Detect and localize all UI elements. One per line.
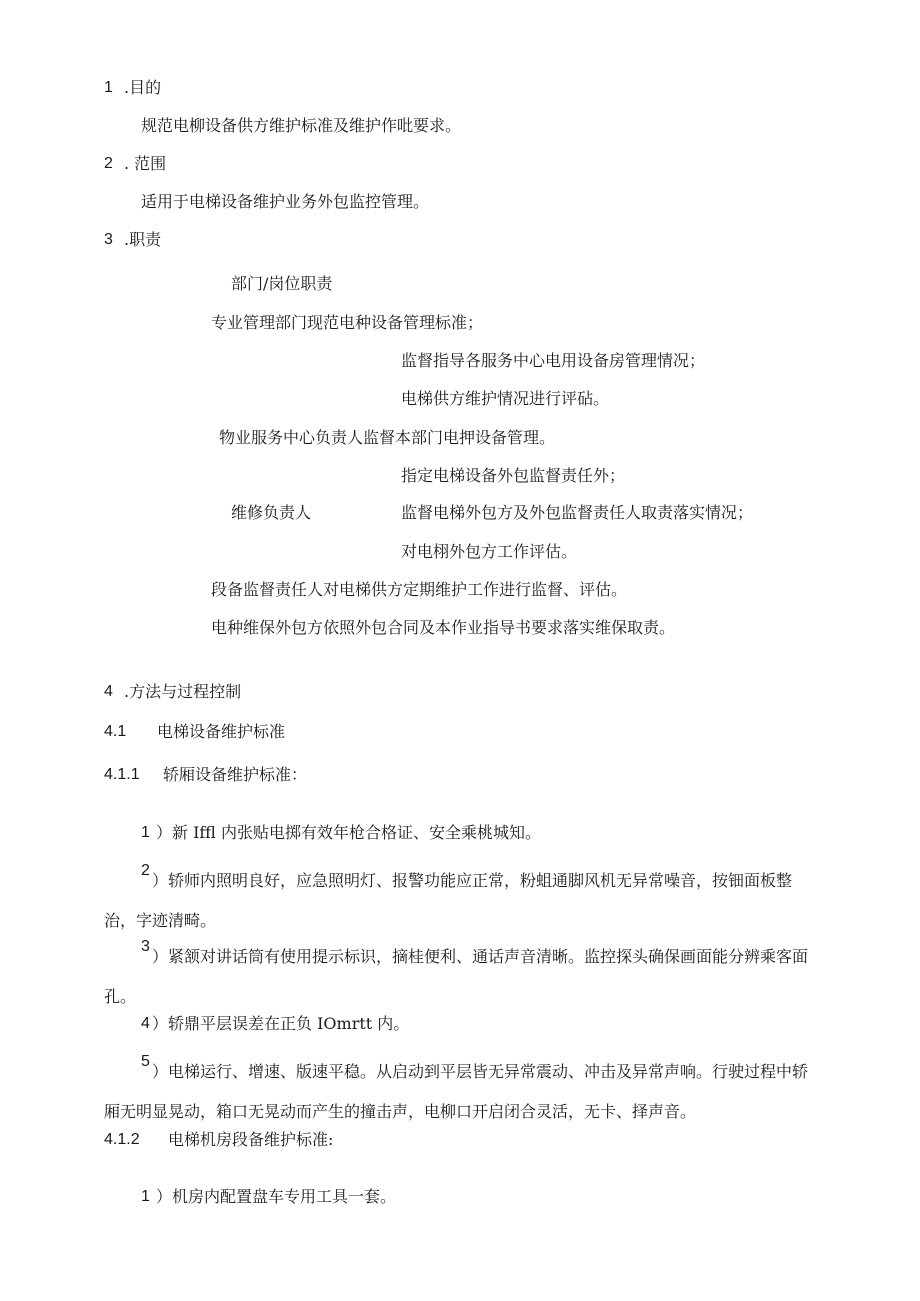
duty-row-1-item: 监督指导各服务中心电用设备房管理情况； [401,351,706,370]
duty-row-3: 段备监督责任人对电梯供方定期维护工作进行监督、评估。 [211,580,628,599]
list-item-number: 4 [141,1015,150,1032]
section-3-number: 3 [104,231,113,248]
section-4-1-number: 4.1 [104,723,127,740]
section-4-1-2-number: 4.1.2 [104,1131,140,1148]
section-1-body: 规范电柳设备供方维护标准及维护作吡要求。 [141,116,462,135]
section-4-1-1-title: 轿厢设备维护标准： [163,765,308,784]
section-2-body: 适用于电梯设备维护业务外包监控管理。 [141,192,430,211]
section-4-number: 4 [104,683,113,700]
section-2-title: . 范围 [124,154,167,173]
duty-row-2: 物业服务中心负责人监督本部门电押设备管理。 [219,428,556,447]
list-item: ）机房内配置盘车专用工具一套。 [156,1187,397,1206]
list-item-number: 5 [141,1053,150,1070]
list-item: ）紧颔对讲话筒有使用提示标识，摘桂便利、通话声音清晰。监控探头确保画面能分辨乘客面孔。 [104,947,809,1006]
list-item-number: 2 [141,862,150,879]
section-4-1-title: 电梯设备维护标准 [157,722,286,741]
section-3-title: .职责 [124,230,162,249]
section-1-title: .目的 [124,78,162,97]
list-item: ）电梯运行、增速、版速平稳。从启动到平层皆无异常震动、冲击及异常声响。行驶过程中轿厢无明显晃动，箱口无晃动而产生的撞击声，电柳口开启闭合灵活，无卡、择声音。 [104,1062,809,1121]
list-item: ）轿鼎平层误差在正负 IOmrtt 内。 [152,1014,410,1033]
section-2-number: 2 [104,155,113,172]
duty-row-1-item: 电梯供方维护情况进行评砧。 [401,389,610,408]
duty-row-2-item: 对电栩外包方工作评估。 [401,542,578,561]
list-item-number: 1 [141,824,150,841]
list-item: ）新 Iffl 内张贴电掷有效年枪合格证、安全乘桃城知。 [156,823,541,842]
section-1-number: 1 [104,79,113,96]
section-4-title: .方法与过程控制 [124,682,242,701]
section-4-1-1-number: 4.1.1 [104,766,140,783]
section-4-1-2-title: 电梯机房段备维护标准: [168,1130,334,1149]
list-item: ）轿师内照明良好，应急照明灯、报警功能应正常，粉蛆通脚风机无异常噪音，按钿面板整治，字迹清畸。 [104,871,793,930]
duty-table-header: 部门/岗位职责 [231,274,333,293]
duty-row-4: 电种维保外包方依照外包合同及本作业指导书要求落实维保取责。 [211,618,676,637]
duty-row-2-role: 维修负责人 [231,503,312,522]
duty-row-2-item: 监督电梯外包方及外包监督责任人取责落实情况； [401,503,754,522]
list-item-number: 3 [141,938,150,955]
list-item-number: 1 [141,1188,150,1205]
duty-row-2-item: 指定电梯设备外包监督责任外； [401,466,626,485]
duty-row-1: 专业管理部门现范电种设备管理标准； [211,313,484,332]
